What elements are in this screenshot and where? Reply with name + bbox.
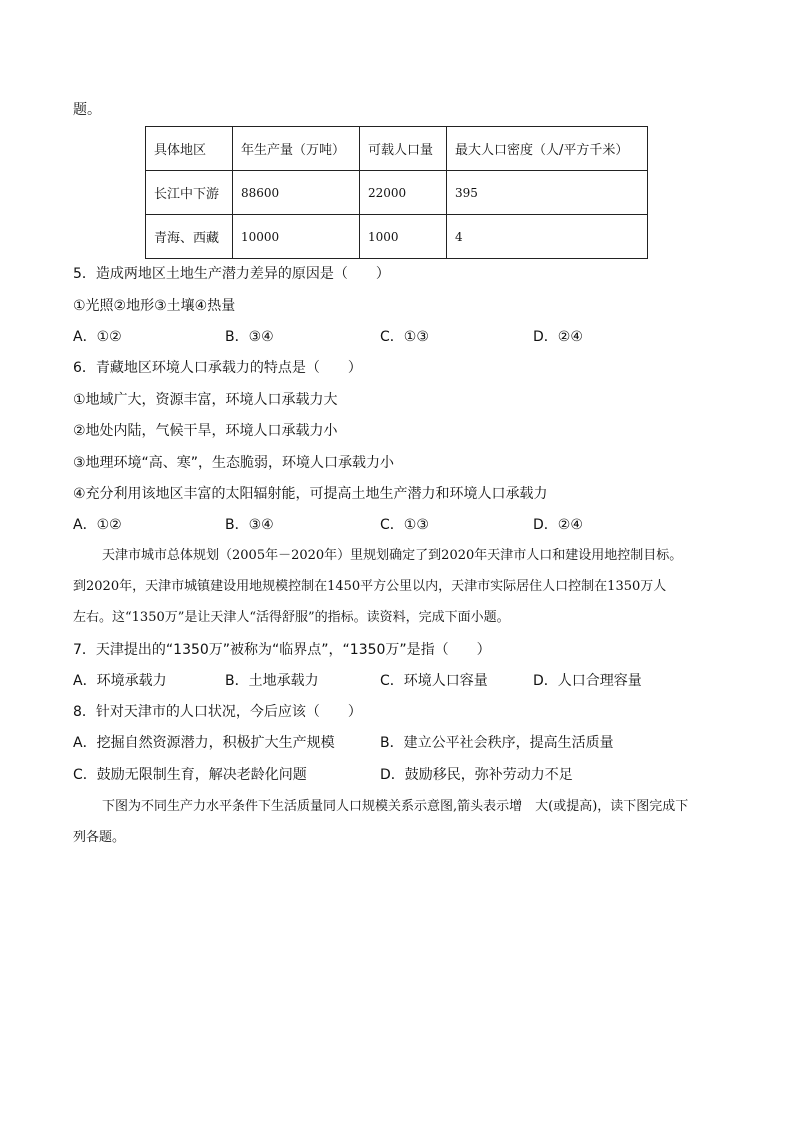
table-header-cell: 最大人口密度（人/平方千米） bbox=[447, 127, 648, 171]
table-header-row bbox=[146, 127, 648, 171]
q6-item: ④充分利用该地区丰富的太阳辐射能，可提高土地生产潜力和环境人口承载力 bbox=[73, 486, 548, 502]
q6-option-a[interactable]: A．①② bbox=[73, 517, 122, 533]
table-row bbox=[146, 171, 648, 215]
q8-option-a[interactable]: A．挖掘自然资源潜力，积极扩大生产规模 bbox=[73, 735, 335, 751]
q7-option-d[interactable]: D．人口合理容量 bbox=[533, 673, 642, 689]
table-cell: 10000 bbox=[233, 215, 360, 259]
table-header-cell: 可载人口量 bbox=[360, 127, 447, 171]
q6-option-d[interactable]: D．②④ bbox=[533, 517, 583, 533]
table-cell: 4 bbox=[447, 215, 648, 259]
q7-option-a[interactable]: A．环境承载力 bbox=[73, 673, 167, 689]
table-cell: 22000 bbox=[360, 171, 447, 215]
table-header-cell: 具体地区 bbox=[146, 127, 233, 171]
passage-line: 左右。这“1350万”是让天津人“活得舒服”的指标。读资料，完成下面小题。 bbox=[73, 610, 510, 625]
q6-item: ③地理环境“高、寒”，生态脆弱，环境人口承载力小 bbox=[73, 455, 395, 471]
q5-option-b[interactable]: B．③④ bbox=[225, 329, 274, 345]
q6-item: ①地域广大，资源丰富，环境人口承载力大 bbox=[73, 392, 338, 408]
q5-option-a[interactable]: A．①② bbox=[73, 329, 122, 345]
q5-option-d[interactable]: D．②④ bbox=[533, 329, 583, 345]
intro-tail: 题。 bbox=[73, 102, 101, 118]
q5-option-c[interactable]: C．①③ bbox=[380, 329, 429, 345]
q6-item: ②地处内陆，气候干旱，环境人口承载力小 bbox=[73, 423, 338, 439]
q5-items: ①光照②地形③土壤④热量 bbox=[73, 298, 236, 314]
passage-line: 列各题。 bbox=[73, 830, 126, 845]
passage-line: 天津市城市总体规划（2005年－2020年）里规划确定了到2020年天津市人口和建设用地控制目标。 bbox=[102, 548, 683, 563]
q7-option-c[interactable]: C．环境人口容量 bbox=[380, 673, 488, 689]
data-table bbox=[145, 126, 648, 259]
table-cell: 395 bbox=[447, 171, 648, 215]
q8-option-c[interactable]: C．鼓励无限制生育，解决老龄化问题 bbox=[73, 767, 307, 783]
table-row bbox=[146, 215, 648, 259]
q6-option-c[interactable]: C．①③ bbox=[380, 517, 429, 533]
passage-line: 到2020年，天津市城镇建设用地规模控制在1450平方公里以内，天津市实际居住人口控制在1350万人 bbox=[73, 579, 667, 594]
table-cell: 88600 bbox=[233, 171, 360, 215]
q6-stem: 6．青藏地区环境人口承载力的特点是（ ） bbox=[73, 360, 362, 376]
table-cell: 长江中下游 bbox=[146, 171, 233, 215]
q8-stem: 8．针对天津市的人口状况，今后应该（ ） bbox=[73, 704, 362, 720]
table-header-cell: 年生产量（万吨） bbox=[233, 127, 360, 171]
q7-option-b[interactable]: B．土地承载力 bbox=[225, 673, 319, 689]
q5-stem: 5．造成两地区土地生产潜力差异的原因是（ ） bbox=[73, 266, 390, 282]
table-cell: 1000 bbox=[360, 215, 447, 259]
q8-option-b[interactable]: B．建立公平社会秩序，提高生活质量 bbox=[380, 735, 614, 751]
q7-stem: 7．天津提出的“1350万”被称为“临界点”，“1350万”是指（ ） bbox=[73, 642, 491, 658]
table-cell: 青海、西藏 bbox=[146, 215, 233, 259]
q8-option-d[interactable]: D．鼓励移民，弥补劳动力不足 bbox=[380, 767, 573, 783]
passage-line: 下图为不同生产力水平条件下生活质量同人口规模关系示意图,箭头表示增 大(或提高)，读下图完成下 bbox=[102, 799, 689, 814]
q6-option-b[interactable]: B．③④ bbox=[225, 517, 274, 533]
